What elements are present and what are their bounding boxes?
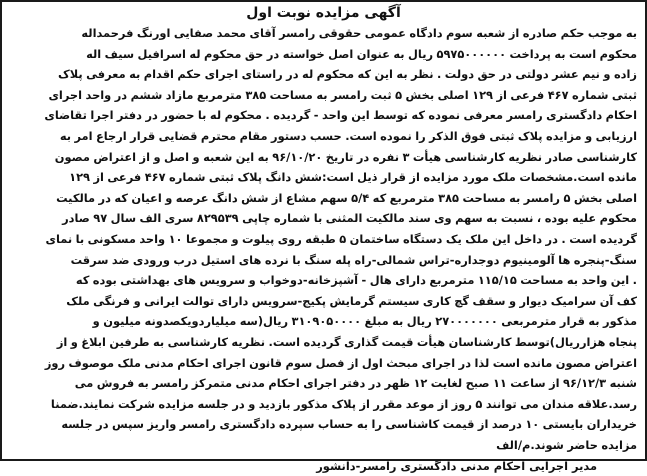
notice-line: مذکور به قرار مترمربعی ۲۷۰۰۰۰۰۰۰ ریال به مبلغ ۳۱۰۹۰۵۰۰۰۰ ریال(سه میلیاردویکصدونه میلیون و	[92, 314, 637, 329]
notice-line: زاده و نیم عشر دولتی در حق دولت . نظر به این که محکوم له در راستای اجرای حکم اقدام به معرفی پلاک	[58, 67, 637, 82]
notice-line: کارشناسی صادر نظریه کارشناسی هیأت ۳ نفره در تاریخ ۹۶/۱۰/۲۰ به این شعبه و اصل و از اعتراض مصون	[54, 149, 637, 164]
notice-line: خریداران بایستی ۱۰ درصد از قیمت کاشناسی را به حساب سپرده دادگستری رامسر واریز سپس در جلسه	[61, 417, 637, 432]
notice-line: کف آن سرامیک دیوار و سقف گچ کاری سیستم گرمایش پکیج-سرویس دارای توالت ایرانی و فرنگی ملک	[66, 293, 637, 308]
notice-line: شنبه ۹۶/۱۲/۳ از ساعت ۱۱ صبح لغایت ۱۲ ظهر در دفتر اجرای احکام مدنی متمرکز رامسر به فروش می	[74, 376, 637, 391]
notice-line: احکام دادگستری رامسر معرفی نموده که توسط این واحد - گردیده . محکوم له با حضور در دفتر اجرا تقاضای	[44, 108, 637, 123]
notice-line: . این واحد به مساحت ۱۱۵/۱۵ مترمربع دارای هال - آشپزخانه-دوخواب و سرویس های بهداشتی بوده که	[75, 273, 637, 288]
notice-line: پنجاه هزارریال)توسط کارشناسان هیأت قیمت گذاری گردیده است. نظریه کارشناسی به طرفین ابلاغ و از	[56, 334, 637, 349]
notice-body	[10, 23, 637, 455]
notice-signature: مدیر اجرایی احکام مدنی دادگستری رامسر-دانشور	[316, 459, 597, 474]
notice-line: مزایده حاضر شوند.م/الف	[496, 437, 637, 452]
notice-line: رسد.علاقه مندان می توانند ۵ روز از موعد مقرر از پلاک مذکور بازدید و در جلسه مزایده شرکت نمایند.ضمنا	[50, 396, 637, 411]
notice-line: سنگ-پنجره ها آلومینیوم دوجداره-تراس شمالی-راه پله سنگ با نرده های استیل درب ورودی ضد سرقت	[70, 252, 637, 267]
notice-line: به موجب حکم صادره از شعبه سوم دادگاه عمومی حقوقی رامسر آقای محمد صفایی اورنگ فرحمداله	[81, 26, 637, 40]
notice-line: گردیده است . در داخل این ملک یک دستگاه ساختمان ۵ طبقه روی پیلوت و مجموعا ۱۰ واحد مسکونی با نمای	[45, 231, 637, 246]
notice-line: اعتراض مصون مانده است لذا در اجرای مبحث اول از فصل سوم قانون اجرای احکام مدنی ملک موصوف روز	[44, 355, 637, 370]
notice-line: ثبتی شماره ۴۶۷ فرعی از ۱۲۹ اصلی بخش ۵ ثبت رامسر به مساحت ۳۸۵ مترمربع مازاد ششم در واحد اجرای	[48, 87, 637, 102]
notice-line: اصلی بخش ۵ رامسر به مساحت ۳۸۵ مترمربع که ۵/۴ سهم مشاع از شش دانگ عرصه و اعیان که در مالکیت	[56, 190, 637, 205]
notice-line: ارزیابی و مزایده پلاک ثبتی فوق الذکر را نموده است. حسب دستور مقام محترم قضایی قرار ارجاع امر به	[59, 128, 637, 143]
notice-line: محکوم است به پرداخت ۵۹۷۵۰۰۰۰۰۰ ریال به عنوان اصل خواسته در حق محکوم له اسرافیل سیف اله	[86, 46, 637, 61]
notice-title: آگهی مزایده نوبت اول	[246, 5, 401, 21]
notice-line: مانده است.مشخصات ملک مورد مزایده از قرار ذیل است:شش دانگ پلاک ثبتی شماره ۴۶۷ فرعی از ۱۲۹	[69, 170, 637, 185]
notice-line: محکوم علیه بوده ، نسبت به سهم وی سند مالکیت المثنی با شماره چاپی ۸۲۹۵۳۹ سری الف سال ۹۷ صادر	[62, 211, 637, 226]
